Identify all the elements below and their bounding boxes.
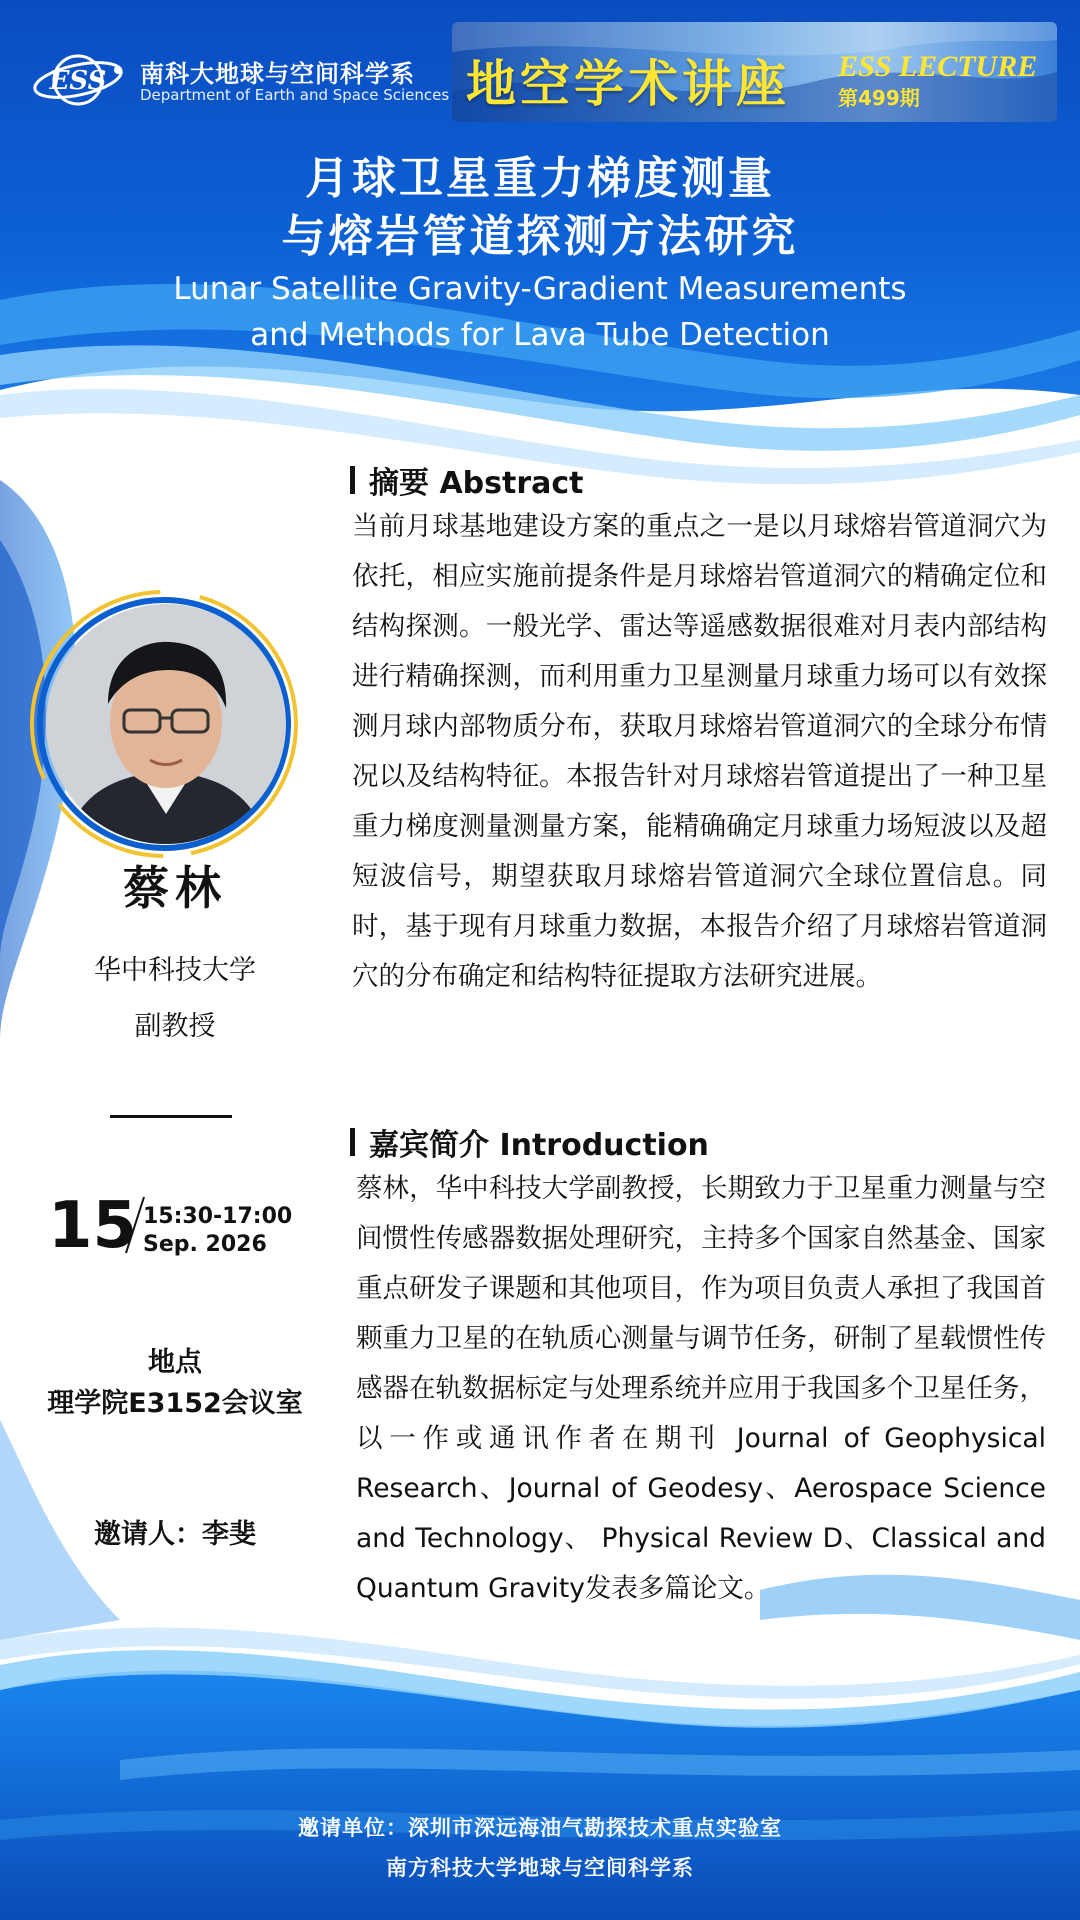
department-name-en: Department of Earth and Space Sciences: [140, 86, 450, 104]
speaker-affiliation: 华中科技大学: [94, 955, 256, 986]
speaker-position: 副教授: [134, 1011, 216, 1042]
title-en-line1: Lunar Satellite Gravity-Gradient Measurements: [173, 271, 907, 307]
svg-text:ESS: ESS: [49, 66, 107, 96]
introduction-heading: [350, 1120, 709, 1164]
speaker-portrait-icon: [46, 604, 286, 844]
abstract-heading: [350, 458, 584, 502]
abstract-heading-text: 摘要 Abstract: [369, 466, 584, 501]
department-name-cn: 南科大地球与空间科学系: [140, 60, 415, 88]
department-logo: [30, 48, 450, 112]
section-divider: [110, 1115, 232, 1118]
title-en-line2: and Methods for Lava Tube Detection: [250, 317, 830, 353]
speaker-name: 蔡林: [123, 861, 227, 915]
introduction-text: 蔡林，华中科技大学副教授，长期致力于卫星重力测量与空间惯性传感器数据处理研究，主持多个国家自然基金、国家重点研发子课题和其他项目，作为项目负责人承担了我国首颗重力卫星的在轨质心测量与调节任务，研制了星载惯性传感器在轨数据标定与处理系统并应用于我国多个卫星任务，以一作或通讯作者在期刊 Journal of Geophysical Research、Journal of Geodesy、Aerospace Science and Technology、 Physical Review D、Classical and Quantum Gravity发表多篇论文。: [356, 1173, 1046, 1604]
title-cn-line2: 与熔岩管道探测方法研究: [281, 211, 799, 262]
lecture-series-title-cn: 地空学术讲座: [466, 54, 790, 113]
title-cn-line1: 月球卫星重力梯度测量: [305, 153, 775, 204]
lecture-issue-number: 第499期: [838, 86, 920, 110]
inviter: 邀请人：李斐: [94, 1519, 256, 1550]
lecture-month-year: Sep. 2026: [143, 1232, 267, 1257]
lecture-day: 15: [48, 1189, 138, 1263]
introduction-heading-text: 嘉宾简介 Introduction: [369, 1128, 709, 1163]
heading-bar: [350, 466, 355, 494]
ess-globe-logo-icon: [30, 48, 130, 112]
venue-label: 地点: [148, 1347, 202, 1378]
lecture-title: [0, 150, 1080, 358]
lecture-series-title-en: ESS LECTURE: [838, 50, 1038, 83]
lecture-time: 15:30-17:00: [143, 1204, 293, 1229]
venue-place: 理学院E3152会议室: [47, 1388, 303, 1419]
organizer-line2: 南方科技大学地球与空间科学系: [386, 1856, 694, 1880]
abstract-text: 当前月球基地建设方案的重点之一是以月球熔岩管道洞穴为依托，相应实施前提条件是月球熔岩管道洞穴的精确定位和结构探测。一般光学、雷达等遥感数据很难对月表内部结构进行精确探测，而利用重力卫星测量月球重力场可以有效探测月球内部物质分布，获取月球熔岩管道洞穴的全球分布情况以及结构特征。本报告针对月球熔岩管道提出了一种卫星重力梯度测量测量方案，能精确确定月球重力场短波以及超短波信号，期望获取月球熔岩管道洞穴全球位置信息。同时，基于现有月球重力数据，本报告介绍了月球熔岩管道洞穴的分布确定和结构特征提取方法研究进展。: [352, 511, 1047, 992]
lecture-series-banner: [452, 22, 1057, 122]
heading-bar: [350, 1128, 355, 1156]
organizer-line1: 邀请单位：深圳市深远海油气勘探技术重点实验室: [298, 1816, 782, 1840]
